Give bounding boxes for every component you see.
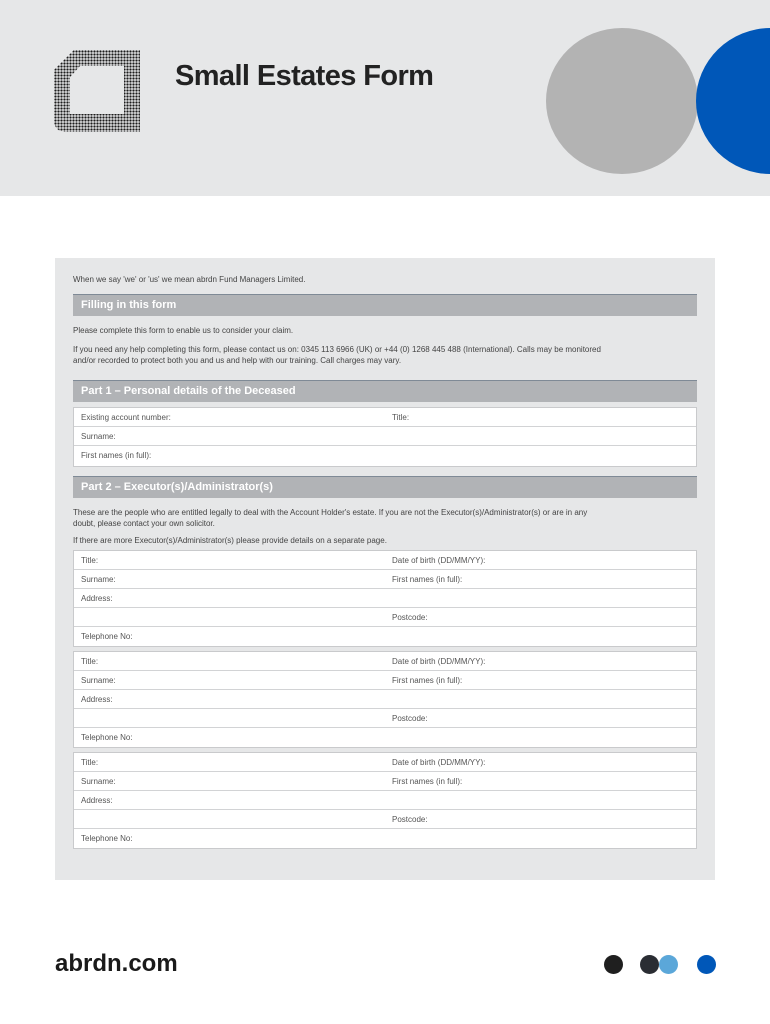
field-row[interactable] [74,753,696,772]
address-label: Address: [81,796,113,805]
first-names-label: First names (in full): [392,575,463,584]
surname-label: Surname: [81,777,116,786]
surname-label: Surname: [81,432,116,441]
field-row[interactable] [74,690,696,709]
title-label: Title: [392,413,410,422]
title-label: Title: [81,556,99,565]
surname-label: Surname: [81,676,116,685]
dot-light-blue-icon [659,955,678,974]
executor-block-3 [73,752,697,849]
form-panel [55,258,715,880]
page-title: Small Estates Form [175,60,434,92]
dob-label: Date of birth (DD/MM/YY): [392,657,486,666]
telephone-label: Telephone No: [81,632,133,641]
field-row[interactable] [74,709,696,728]
postcode-label: Postcode: [392,613,428,622]
dot-dark-icon [604,955,623,974]
part2-para-1-line-1: These are the people who are entitled legally to deal with the Account Holder's estate. If you are not the Executor(s)/Administrator(s) or are in any [73,508,588,517]
field-row[interactable] [74,408,696,427]
field-row[interactable] [74,608,696,627]
surname-label: Surname: [81,575,116,584]
dob-label: Date of birth (DD/MM/YY): [392,556,486,565]
field-row[interactable] [74,652,696,671]
field-row[interactable] [74,772,696,791]
field-row[interactable] [74,810,696,829]
field-row[interactable] [74,570,696,589]
postcode-label: Postcode: [392,815,428,824]
section-heading: Part 2 – Executor(s)/Administrator(s) [81,481,273,493]
title-label: Title: [81,657,99,666]
first-names-label: First names (in full): [81,451,152,460]
part2-para-2: If there are more Executor(s)/Administrator(s) please provide details on a separate page. [73,536,387,545]
title-label: Title: [81,758,99,767]
telephone-label: Telephone No: [81,834,133,843]
field-row[interactable] [74,427,696,446]
section-filling-in [73,294,697,316]
field-row[interactable] [74,671,696,690]
executor-block-2 [73,651,697,748]
field-row[interactable] [74,728,696,747]
decorative-blue-circle [696,28,770,174]
filling-para-2-line-2: and/or recorded to protect both you and us and help with our training. Call charges may vary. [73,356,402,365]
section-heading: Part 1 – Personal details of the Deceased [81,385,296,397]
section-heading: Filling in this form [81,299,177,311]
field-row[interactable] [74,446,696,465]
intro-definition: When we say 'we' or 'us' we mean abrdn Fund Managers Limited. [73,275,306,284]
dot-blue-icon [697,955,716,974]
postcode-label: Postcode: [392,714,428,723]
dot-dark-icon [640,955,659,974]
section-part2 [73,476,697,498]
first-names-label: First names (in full): [392,777,463,786]
footer-domain: abrdn.com [55,950,178,977]
first-names-label: First names (in full): [392,676,463,685]
filling-para-2-line-1: If you need any help completing this form, please contact us on: 0345 113 6966 (UK) or +44 (0) 1268 445 488 (International). Calls may be monitored [73,345,601,354]
abrdn-logo-icon [54,50,140,132]
decorative-grey-circle [546,28,698,174]
field-row[interactable] [74,589,696,608]
account-number-label: Existing account number: [81,413,171,422]
field-row[interactable] [74,829,696,848]
dob-label: Date of birth (DD/MM/YY): [392,758,486,767]
field-row[interactable] [74,791,696,810]
filling-para-1: Please complete this form to enable us to consider your claim. [73,326,294,335]
part2-para-1-line-2: doubt, please contact your own solicitor. [73,519,215,528]
header-band [0,0,770,196]
section-part1 [73,380,697,402]
field-row[interactable] [74,627,696,646]
address-label: Address: [81,695,113,704]
field-row[interactable] [74,551,696,570]
telephone-label: Telephone No: [81,733,133,742]
part1-fields [73,407,697,467]
executor-block-1 [73,550,697,647]
address-label: Address: [81,594,113,603]
